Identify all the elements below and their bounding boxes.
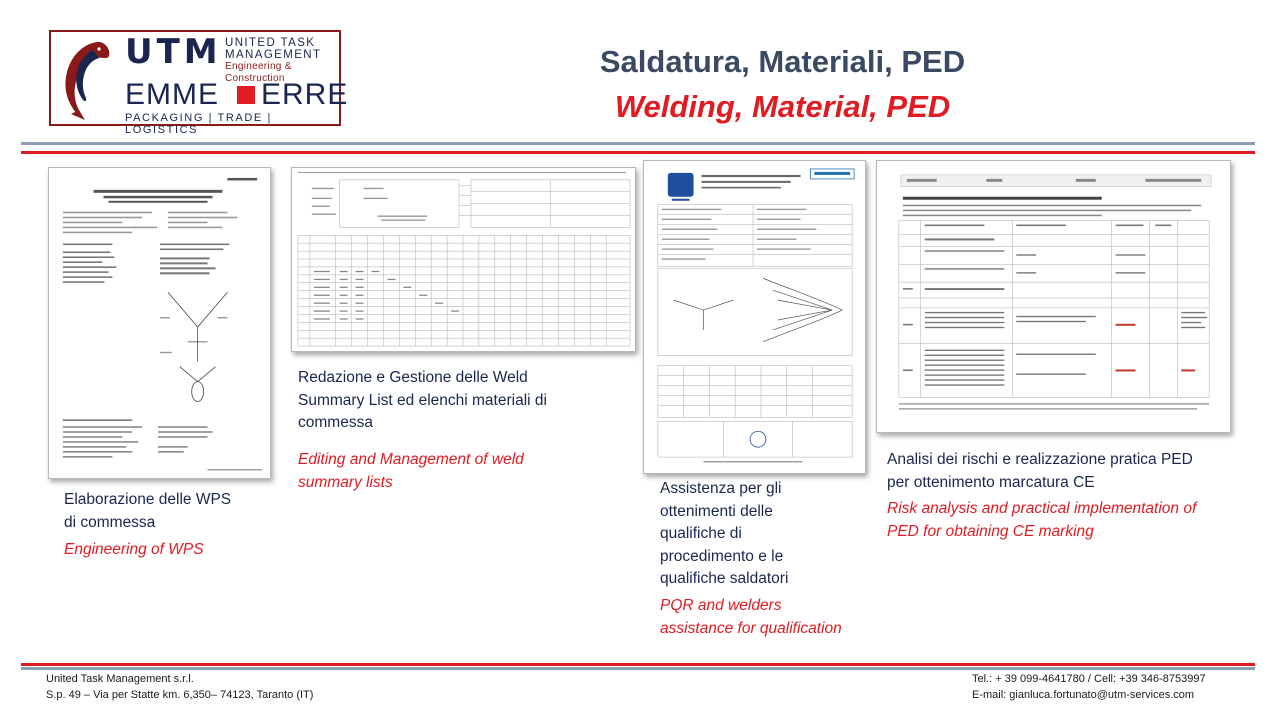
header-divider-blue	[21, 142, 1255, 145]
header-divider-red	[21, 151, 1255, 154]
page-title-english: Welding, Material, PED	[614, 89, 951, 124]
caption-line: per ottenimento marcatura CE	[887, 473, 1095, 491]
caption-wps-italian	[64, 489, 231, 534]
caption-line: Redazione e Gestione delle Weld	[298, 369, 528, 386]
caption-weld-summary-italian	[298, 367, 547, 435]
caption-line: qualifiche saldatori	[660, 570, 789, 587]
weld-summary-list-thumbnail	[291, 167, 636, 352]
caption-line: Elaborazione delle WPS	[64, 491, 232, 508]
wps-document-page	[49, 168, 270, 478]
caption-line: PED for obtaining CE marking	[887, 522, 1094, 540]
footer-divider-red	[21, 663, 1255, 666]
caption-line: qualifiche di	[660, 525, 742, 542]
caption-line: commessa	[298, 414, 373, 431]
caption-line: di commessa	[64, 513, 156, 531]
pqr-document-page	[644, 161, 865, 473]
caption-line: Analisi dei rischi e realizzazione pratica PED	[887, 451, 1193, 468]
caption-wps-english	[64, 539, 204, 562]
caption-weld-summary-english	[298, 449, 524, 494]
caption-pqr-english	[660, 595, 842, 640]
risk-analysis-page	[877, 161, 1230, 432]
footer-phone: Tel.: + 39 099-4641780 / Cell: +39 346-8753997	[972, 673, 1206, 685]
logo-subtitle-line-2: MANAGEMENT	[225, 49, 322, 61]
logo-emme-text: EMME	[125, 78, 219, 111]
footer-contact-info	[972, 671, 1206, 703]
caption-line: ottenimenti delle	[660, 502, 773, 520]
weld-summary-spreadsheet	[292, 168, 635, 351]
caption-line: assistance for qualification	[660, 619, 842, 637]
footer-company-name: United Task Management s.r.l.	[46, 673, 194, 685]
caption-line: Assistenza per gli	[660, 480, 782, 497]
caption-pqr-italian	[660, 478, 788, 591]
caption-line: PQR and welders	[660, 597, 782, 614]
caption-line: Summary List ed elenchi materiali di	[298, 391, 547, 409]
logo-utm-text: UTM	[125, 32, 222, 72]
caption-line: Engineering of WPS	[64, 541, 204, 558]
risk-analysis-thumbnail	[876, 160, 1231, 433]
logo-red-square	[237, 86, 255, 104]
wps-document-thumbnail	[48, 167, 271, 479]
logo-subtitle-line-3: Engineering & Construction	[225, 61, 292, 84]
footer-address: S.p. 49 – Via per Statte km. 6,350– 74123, Taranto (IT)	[46, 689, 314, 701]
caption-line: Risk analysis and practical implementation of	[887, 500, 1197, 517]
logo-erre-text: ERRE	[261, 78, 349, 111]
logo-tagline: PACKAGING | TRADE | LOGISTICS	[125, 112, 272, 136]
caption-line: Editing and Management of weld	[298, 451, 524, 468]
caption-line: summary lists	[298, 473, 393, 491]
pqr-document-thumbnail	[643, 160, 866, 474]
caption-risk-analysis-italian	[887, 449, 1193, 494]
footer-company-info	[46, 671, 313, 703]
caption-risk-analysis-english	[887, 498, 1196, 543]
footer-email: E-mail: gianluca.fortunato@utm-services.com	[972, 689, 1195, 701]
company-logo	[49, 30, 349, 136]
caption-line: procedimento e le	[660, 547, 784, 565]
page-title-italian: Saldatura, Materiali, PED	[599, 44, 966, 79]
dolphin-logo-icon	[57, 36, 113, 122]
logo-subtitle-line-1: UNITED TASK	[225, 37, 316, 49]
footer-divider-blue	[21, 667, 1255, 670]
